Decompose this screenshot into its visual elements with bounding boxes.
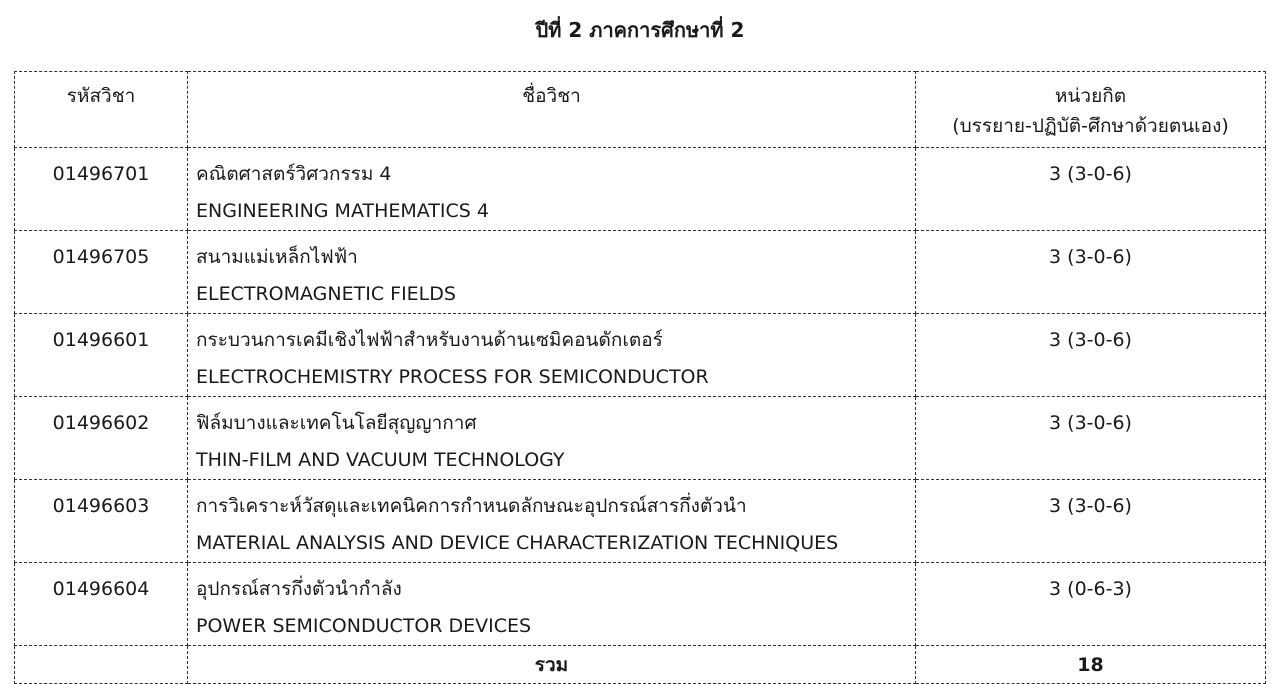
- table-row: [15, 231, 1266, 314]
- course-credits: 3 (3-0-6): [916, 148, 1266, 231]
- table-row: [15, 148, 1266, 231]
- course-name-thai: สนามแม่เหล็กไฟฟ้า: [196, 246, 358, 268]
- header-credits-label: หน่วยกิต: [1054, 85, 1127, 107]
- course-name-english: ELECTROCHEMISTRY PROCESS FOR SEMICONDUCTOR: [196, 366, 709, 388]
- course-name-cell: [188, 397, 916, 480]
- header-course-code-label: รหัสวิชา: [66, 85, 136, 107]
- course-name-cell: [188, 480, 916, 563]
- table-header-row: [15, 72, 1266, 148]
- course-credits: 3 (3-0-6): [916, 480, 1266, 563]
- course-credits: 3 (0-6-3): [916, 563, 1266, 646]
- course-credits: 3 (3-0-6): [916, 231, 1266, 314]
- header-course-name: [188, 72, 916, 148]
- course-name-thai: การวิเคราะห์วัสดุและเทคนิคการกำหนดลักษณะอุปกรณ์สารกึ่งตัวนำ: [196, 495, 747, 517]
- course-code: 01496601: [15, 314, 188, 397]
- course-code: 01496604: [15, 563, 188, 646]
- table-row: [15, 397, 1266, 480]
- course-name-english: ELECTROMAGNETIC FIELDS: [196, 283, 456, 305]
- course-code: 01496602: [15, 397, 188, 480]
- table-row: [15, 563, 1266, 646]
- course-table: [14, 71, 1266, 684]
- header-credits: [916, 72, 1266, 148]
- course-name-english: THIN-FILM AND VACUUM TECHNOLOGY: [196, 449, 565, 471]
- course-name-thai: กระบวนการเคมีเชิงไฟฟ้าสำหรับงานด้านเซมิคอนดักเตอร์: [196, 329, 663, 351]
- course-name-english: MATERIAL ANALYSIS AND DEVICE CHARACTERIZATION TECHNIQUES: [196, 532, 839, 554]
- total-row: [15, 646, 1266, 684]
- course-name-english: POWER SEMICONDUCTOR DEVICES: [196, 615, 532, 637]
- course-name-thai: คณิตศาสตร์วิศวกรรม 4: [196, 163, 392, 185]
- header-credits-detail: (บรรยาย-ปฏิบัติ-ศึกษาด้วยตนเอง): [952, 115, 1229, 137]
- course-code: 01496705: [15, 231, 188, 314]
- course-name-cell: [188, 563, 916, 646]
- page-title: ปีที่ 2 ภาคการศึกษาที่ 2: [535, 18, 745, 42]
- total-label: รวม: [188, 646, 916, 684]
- course-name-english: ENGINEERING MATHEMATICS 4: [196, 200, 489, 222]
- header-course-name-label: ชื่อวิชา: [522, 85, 581, 107]
- header-course-code: [15, 72, 188, 148]
- course-table-body: [15, 148, 1266, 684]
- course-name-cell: [188, 314, 916, 397]
- table-row: [15, 314, 1266, 397]
- total-credits: 18: [916, 646, 1266, 684]
- course-code: 01496603: [15, 480, 188, 563]
- course-name-cell: [188, 231, 916, 314]
- course-code: 01496701: [15, 148, 188, 231]
- course-name-thai: ฟิล์มบางและเทคโนโลยีสุญญากาศ: [196, 412, 477, 434]
- course-credits: 3 (3-0-6): [916, 397, 1266, 480]
- course-name-thai: อุปกรณ์สารกึ่งตัวนำกำลัง: [196, 578, 402, 600]
- course-name-cell: [188, 148, 916, 231]
- total-empty-cell: [15, 646, 188, 684]
- course-credits: 3 (3-0-6): [916, 314, 1266, 397]
- table-row: [15, 480, 1266, 563]
